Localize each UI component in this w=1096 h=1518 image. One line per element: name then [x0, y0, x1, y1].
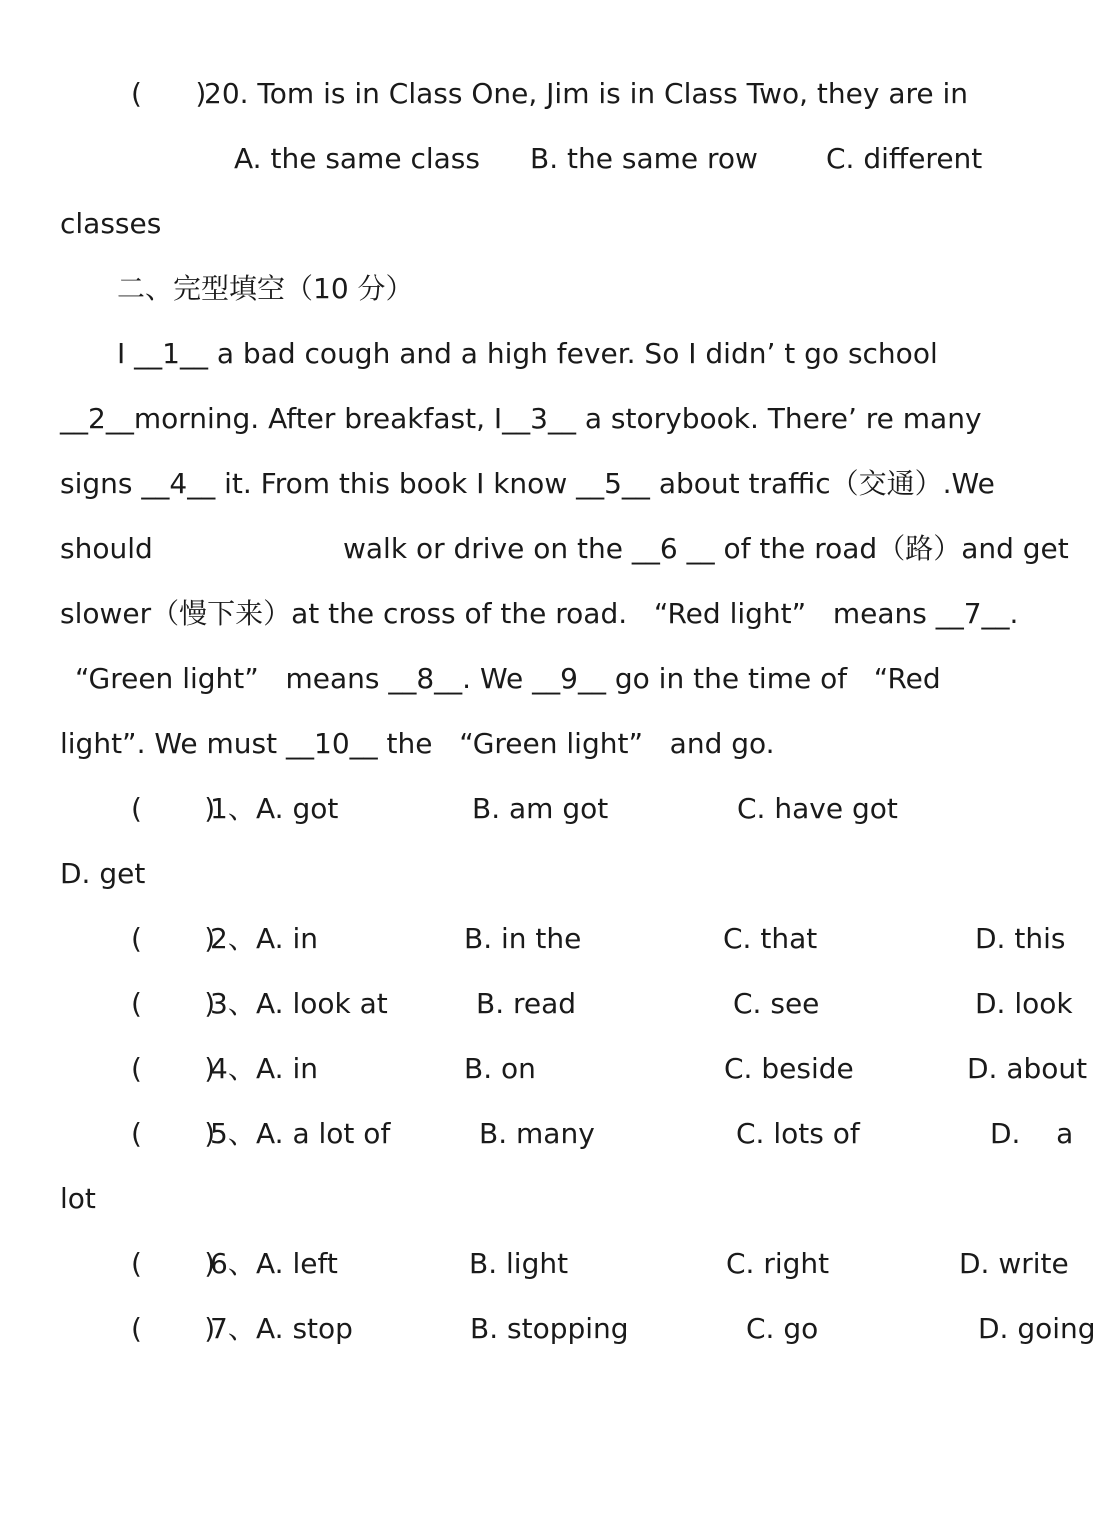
section-heading: 二、完型填空（10 分）: [117, 272, 414, 305]
passage-line-6: “Green light” means __8__. We __9__ go in the time of “Red: [75, 662, 941, 695]
question-paren[interactable]: ( ): [131, 792, 216, 825]
option-b: B. am got: [472, 792, 609, 825]
option-a: A. in: [256, 1052, 318, 1085]
option-d: D. get: [60, 857, 146, 890]
option-b: B. in the: [464, 922, 582, 955]
question-number: 2、: [210, 922, 256, 955]
question-paren[interactable]: ( ): [131, 987, 216, 1020]
option-b: B. many: [479, 1117, 595, 1150]
question-paren[interactable]: ( ): [131, 1247, 216, 1280]
passage-line-3: signs __4__ it. From this book I know __5__ about traffic（交通）.We: [60, 467, 995, 500]
passage-line-5: slower（慢下来）at the cross of the road. “Red light” means __7__.: [60, 597, 1019, 630]
option-b: B. stopping: [470, 1312, 629, 1345]
question-paren[interactable]: ( ): [131, 922, 216, 955]
question-paren[interactable]: ( ): [131, 1052, 216, 1085]
option-a: A. got: [256, 792, 339, 825]
option-a: A. look at: [256, 987, 388, 1020]
q20-option-c-wrap: classes: [60, 207, 162, 240]
option-a: A. left: [256, 1247, 338, 1280]
option-c: C. go: [746, 1312, 819, 1345]
option-b: B. on: [464, 1052, 536, 1085]
option-c: C. have got: [737, 792, 898, 825]
q20-option-a: A. the same class: [234, 142, 480, 175]
option-c: C. that: [723, 922, 818, 955]
option-c: C. right: [726, 1247, 830, 1280]
passage-line-7: light”. We must __10__ the “Green light” and go.: [60, 727, 775, 760]
option-c: C. see: [733, 987, 820, 1020]
passage-line-4a: should: [60, 532, 153, 565]
option-c: C. lots of: [736, 1117, 860, 1150]
passage-line-4b: walk or drive on the __6 __ of the road（路）and get: [343, 532, 1069, 565]
question-paren[interactable]: ( ): [131, 1117, 216, 1150]
option-d-wrap: lot: [60, 1182, 96, 1215]
question-number: 6、: [210, 1247, 256, 1280]
option-d: D. write: [959, 1247, 1069, 1280]
question-paren[interactable]: ( ): [131, 1312, 216, 1345]
question-number: 1、: [210, 792, 256, 825]
option-d: D. look: [975, 987, 1073, 1020]
option-d: D. a: [990, 1117, 1074, 1150]
option-a: A. stop: [256, 1312, 353, 1345]
option-b: B. read: [476, 987, 577, 1020]
q20-paren[interactable]: ( ): [131, 77, 207, 110]
q20-option-b: B. the same row: [530, 142, 758, 175]
option-b: B. light: [469, 1247, 569, 1280]
option-d: D. going: [978, 1312, 1096, 1345]
q20-stem: 20. Tom is in Class One, Jim is in Class Two, they are in: [204, 77, 969, 110]
passage-line-1: I __1__ a bad cough and a high fever. So I didn’ t go school: [117, 337, 938, 370]
option-a: A. a lot of: [256, 1117, 391, 1150]
option-d: D. this: [975, 922, 1066, 955]
option-d: D. about: [967, 1052, 1088, 1085]
option-c: C. beside: [724, 1052, 854, 1085]
question-number: 7、: [210, 1312, 256, 1345]
passage-line-2: __2__morning. After breakfast, I__3__ a storybook. There’ re many: [60, 402, 982, 435]
question-number: 5、: [210, 1117, 256, 1150]
option-a: A. in: [256, 922, 318, 955]
question-number: 3、: [210, 987, 256, 1020]
q20-option-c: C. different: [826, 142, 983, 175]
question-number: 4、: [210, 1052, 256, 1085]
